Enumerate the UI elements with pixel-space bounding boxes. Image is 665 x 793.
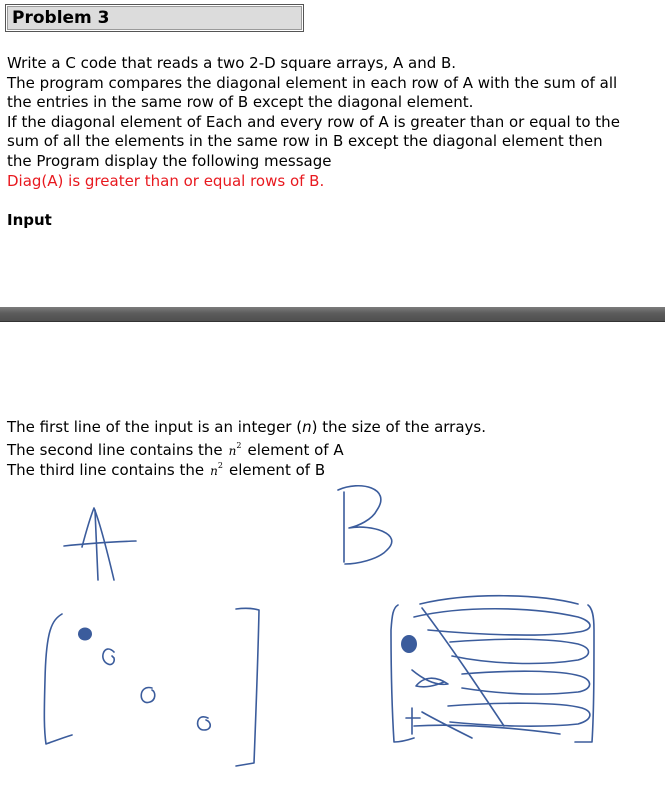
input-line-2-pre: The second line contains the [7,441,223,459]
matrix-a-diagonal-marks [103,649,210,730]
n-squared-formula [210,461,223,478]
description-line-5: sum of all the elements in the same row in B except the diagonal element then [7,132,603,151]
input-line-1-post: ) the size of the arrays. [311,418,486,436]
input-line-1-var: n [302,418,312,436]
problem-title: Problem 3 [7,6,302,30]
matrix-b-lower-marks [406,670,448,734]
section-divider [0,307,665,322]
handwritten-letter-a [64,508,136,580]
problem-title-box [5,4,304,32]
handwritten-sketch [0,480,665,793]
input-heading: Input [7,211,52,229]
input-line-3-pre: The third line contains the [7,461,205,479]
input-line-3 [7,458,325,482]
input-line-1 [7,418,486,438]
input-line-2-post: element of A [247,441,344,459]
exponent-2: 2 [217,461,223,470]
exponent-2: 2 [236,441,242,450]
description-line-6: the Program display the following message [7,152,332,170]
description-line-4: If the diagonal element of Each and every row of A is greater than or equal to the [7,112,620,131]
description-line-2: The program compares the diagonal element in each row of A with the sum of all [7,73,618,92]
input-line-1-pre: The first line of the input is an integer ( [7,418,303,436]
n-squared-formula [228,441,242,458]
description-line-3: the entries in the same row of B except the diagonal element. [7,93,474,112]
n-variable: n [210,464,218,478]
handwritten-letter-b [338,486,392,564]
matrix-b-first-diagonal-dot [401,635,417,653]
diagonal-dots [78,628,417,654]
input-line-3-post: element of B [228,461,326,479]
description-line-1: Write a C code that reads a two 2-D square arrays, A and B. [7,54,457,72]
matrix-a-first-diagonal-dot [78,628,92,641]
output-message: Diag(A) is greater than or equal rows of B. [7,171,325,190]
matrix-b-row-loops [414,596,590,738]
n-variable: n [228,444,237,458]
